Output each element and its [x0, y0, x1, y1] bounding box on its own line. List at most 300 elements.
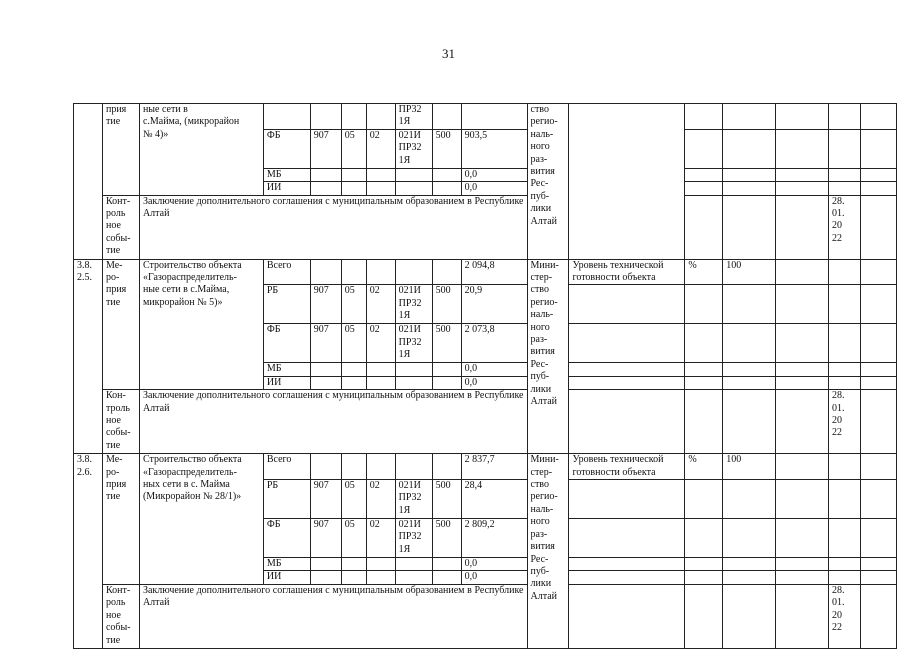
cell-line: 2.5.	[77, 272, 92, 284]
control-event-row	[74, 390, 897, 454]
cell-line: Конт-	[105, 584, 131, 596]
cell-line: Алтай	[530, 396, 557, 408]
table-cell	[432, 182, 461, 195]
cell-line: ство	[530, 479, 549, 491]
cell-line: ство	[530, 284, 549, 296]
cell-line: ное	[105, 609, 121, 621]
pr-cell: 02	[366, 129, 395, 168]
cell-line: ство	[530, 104, 549, 115]
item-number	[74, 454, 103, 649]
table-cell	[723, 285, 776, 324]
program-table	[73, 103, 897, 649]
kind-cell	[102, 584, 139, 648]
table-cell	[366, 558, 395, 571]
table-cell	[776, 195, 829, 259]
table-cell	[432, 376, 461, 389]
control-event-row	[74, 195, 897, 259]
cell-line: Строительство объекта	[142, 259, 242, 271]
cell-line: наль-	[530, 503, 554, 515]
cell-line: троль	[105, 402, 130, 414]
cell-line: наль-	[530, 309, 554, 321]
amount-cell: 2 837,7	[461, 454, 527, 480]
control-event-text: Заключение дополнительного соглашения с муниципальным образованием в Республике Алтай	[139, 390, 527, 454]
table-cell	[860, 182, 896, 195]
cell-line: тие	[105, 634, 121, 646]
table-cell	[341, 571, 366, 584]
cell-line: 021И	[398, 324, 421, 336]
cell-line: вития	[530, 346, 555, 358]
table-cell	[723, 195, 776, 259]
table-cell	[860, 571, 896, 584]
table-row	[74, 104, 897, 130]
cell-line: 021И	[398, 480, 421, 492]
cell-line: Ме-	[105, 454, 123, 466]
table-cell	[341, 558, 366, 571]
table-cell	[723, 519, 776, 558]
table-cell	[341, 376, 366, 389]
cell-line: 22	[832, 622, 843, 634]
date-cell	[829, 390, 861, 454]
table-cell	[829, 376, 861, 389]
table-cell	[723, 363, 776, 376]
cell-line: 1Я	[398, 116, 411, 128]
rz-cell: 05	[341, 285, 366, 324]
table-cell	[685, 104, 723, 130]
grbs-cell: 907	[310, 285, 341, 324]
table-cell	[310, 571, 341, 584]
responsible-cell	[527, 259, 569, 454]
table-cell	[395, 571, 432, 584]
cell-line: 22	[832, 427, 843, 439]
cell-line: 22	[832, 232, 843, 244]
table-cell	[776, 390, 829, 454]
vr-cell: 500	[432, 324, 461, 363]
cell-line: стер-	[530, 466, 553, 478]
table-cell	[432, 259, 461, 285]
table-cell	[569, 480, 685, 519]
cell-line: лики	[530, 578, 552, 590]
table-cell	[723, 584, 776, 648]
table-cell	[776, 129, 829, 168]
table-cell	[432, 363, 461, 376]
cell-line: регио-	[530, 491, 558, 503]
table-cell	[776, 363, 829, 376]
table-cell	[685, 182, 723, 195]
source-cell: РБ	[263, 480, 310, 519]
table-cell	[860, 285, 896, 324]
amount-cell: 0,0	[461, 376, 527, 389]
amount-cell: 20,9	[461, 285, 527, 324]
cell-line: собы-	[105, 622, 131, 634]
cell-line: 1Я	[398, 543, 411, 555]
table-cell	[310, 168, 341, 181]
table-cell	[829, 259, 861, 285]
table-cell	[341, 104, 366, 130]
table-cell	[829, 285, 861, 324]
pr-cell: 02	[366, 480, 395, 519]
table-cell	[860, 195, 896, 259]
table-cell	[569, 571, 685, 584]
control-event-text: Заключение дополнительного соглашения с муниципальным образованием в Республике Алтай	[139, 584, 527, 648]
table-cell	[776, 519, 829, 558]
grbs-cell: 907	[310, 324, 341, 363]
table-cell	[860, 363, 896, 376]
table-cell	[776, 454, 829, 480]
table-cell	[723, 129, 776, 168]
table-cell	[310, 259, 341, 285]
source-cell: ИИ	[263, 376, 310, 389]
table-cell	[569, 519, 685, 558]
cell-line: 28.	[832, 195, 845, 207]
control-event-text: Заключение дополнительного соглашения с муниципальным образованием в Республике Алтай	[139, 195, 527, 259]
table-cell	[395, 363, 432, 376]
csr-cell	[395, 324, 432, 363]
cell-line: «Газораспределитель-	[142, 272, 237, 284]
table-cell	[366, 104, 395, 130]
table-cell	[776, 558, 829, 571]
table-cell	[366, 454, 395, 480]
table-cell	[860, 558, 896, 571]
cell-line: наль-	[530, 128, 554, 140]
amount-cell: 903,5	[461, 129, 527, 168]
table-cell	[723, 324, 776, 363]
source-cell: Всего	[263, 259, 310, 285]
cell-line: ное	[105, 220, 121, 232]
table-cell	[723, 376, 776, 389]
cell-line: Алтай	[530, 215, 557, 227]
cell-line: ПР32	[398, 297, 422, 309]
table-cell	[685, 168, 723, 181]
table-cell	[569, 584, 685, 648]
source-cell: МБ	[263, 558, 310, 571]
cell-line: ПР32	[398, 336, 422, 348]
table-cell	[860, 480, 896, 519]
vr-cell: 500	[432, 285, 461, 324]
table-cell	[776, 324, 829, 363]
cell-line: Мини-	[530, 454, 559, 466]
target-value-cell: 100	[723, 259, 776, 285]
cell-line: ро-	[105, 272, 120, 284]
cell-line: собы-	[105, 427, 131, 439]
cell-line: ные сети в	[142, 104, 188, 115]
table-cell	[829, 324, 861, 363]
table-cell	[366, 376, 395, 389]
cell-line: 021И	[398, 285, 421, 297]
table-cell	[341, 182, 366, 195]
cell-line: микрорайон № 5)»	[142, 296, 223, 308]
table-cell	[569, 363, 685, 376]
table-cell	[685, 480, 723, 519]
cell-line: 2.6.	[77, 466, 92, 478]
table-cell	[860, 104, 896, 130]
amount-cell: 2 809,2	[461, 519, 527, 558]
table-cell	[723, 104, 776, 130]
date-cell	[829, 195, 861, 259]
cell-line: 01.	[832, 402, 845, 414]
table-cell	[341, 259, 366, 285]
name-cell	[139, 259, 263, 390]
cell-line: Рес-	[530, 553, 549, 565]
grbs-cell: 907	[310, 480, 341, 519]
amount-cell: 28,4	[461, 480, 527, 519]
source-cell: ФБ	[263, 324, 310, 363]
table-cell	[829, 129, 861, 168]
source-cell: ФБ	[263, 519, 310, 558]
table-cell	[685, 195, 723, 259]
pr-cell: 02	[366, 519, 395, 558]
cell-line: ПР32	[398, 142, 422, 154]
source-cell: ИИ	[263, 571, 310, 584]
vr-cell: 500	[432, 519, 461, 558]
cell-line: лики	[530, 203, 552, 215]
cell-line: вития	[530, 541, 555, 553]
cell-line: Мини-	[530, 259, 559, 271]
cell-line: с.Майма, (микрорайон	[142, 116, 240, 128]
responsible-cell	[527, 454, 569, 649]
table-cell	[569, 390, 685, 454]
table-cell	[569, 376, 685, 389]
cell-line: пуб-	[530, 371, 550, 383]
cell-line: ПР32	[398, 104, 422, 115]
table-cell	[685, 519, 723, 558]
cell-line: тие	[105, 491, 121, 503]
target-value-cell: 100	[723, 454, 776, 480]
responsible-cell	[527, 104, 569, 260]
table-cell	[432, 454, 461, 480]
source-cell: РБ	[263, 285, 310, 324]
cell-line: ного	[530, 141, 550, 153]
table-cell	[776, 584, 829, 648]
table-cell	[685, 390, 723, 454]
table-cell	[341, 454, 366, 480]
table-cell	[829, 182, 861, 195]
amount-cell: 0,0	[461, 571, 527, 584]
table-cell	[685, 363, 723, 376]
cell-line: 01.	[832, 597, 845, 609]
table-cell	[723, 182, 776, 195]
table-cell	[685, 285, 723, 324]
table-cell	[776, 376, 829, 389]
table-cell	[341, 168, 366, 181]
cell-line: Рес-	[530, 178, 549, 190]
table-cell	[310, 558, 341, 571]
table-cell	[395, 376, 432, 389]
table-cell	[829, 558, 861, 571]
table-body	[74, 104, 897, 649]
table-cell	[432, 558, 461, 571]
cell-line: пуб-	[530, 190, 550, 202]
cell-line: стер-	[530, 272, 553, 284]
table-cell	[685, 584, 723, 648]
indicator-cell	[569, 259, 685, 285]
cell-line: 20	[832, 609, 843, 621]
cell-line: лики	[530, 383, 552, 395]
table-cell	[723, 390, 776, 454]
indicator-cell	[569, 454, 685, 480]
cell-line: тие	[105, 245, 121, 257]
table-cell	[776, 104, 829, 130]
cell-line: Алтай	[530, 590, 557, 602]
table-cell	[776, 182, 829, 195]
cell-line: прия	[105, 284, 127, 296]
table-cell	[829, 519, 861, 558]
cell-line: ные сети в с.Майма,	[142, 284, 230, 296]
table-cell	[723, 571, 776, 584]
cell-line: 20	[832, 415, 843, 427]
table-cell	[685, 376, 723, 389]
grbs-cell: 907	[310, 129, 341, 168]
cell-line: ного	[530, 321, 550, 333]
source-cell: МБ	[263, 168, 310, 181]
table-cell	[776, 259, 829, 285]
table-cell	[860, 454, 896, 480]
name-cell	[139, 104, 263, 196]
table-cell	[776, 168, 829, 181]
vr-cell: 500	[432, 480, 461, 519]
pr-cell: 02	[366, 324, 395, 363]
table-cell	[685, 324, 723, 363]
cell-line: Строительство объекта	[142, 454, 242, 466]
table-cell	[685, 571, 723, 584]
cell-line: ного	[530, 516, 550, 528]
cell-line: ных сети в с. Майма	[142, 479, 230, 491]
amount-cell: 2 094,8	[461, 259, 527, 285]
table-row	[74, 454, 897, 480]
kind-cell	[102, 195, 139, 259]
cell-line: 1Я	[398, 154, 411, 166]
table-cell	[829, 571, 861, 584]
date-cell	[829, 584, 861, 648]
table-cell	[341, 363, 366, 376]
table-cell	[395, 259, 432, 285]
table-cell	[310, 104, 341, 130]
table-cell	[829, 454, 861, 480]
cell-line: тие	[105, 296, 121, 308]
table-cell	[310, 363, 341, 376]
amount-cell: 0,0	[461, 363, 527, 376]
table-cell	[723, 480, 776, 519]
amount-cell: 0,0	[461, 168, 527, 181]
cell-line: Ме-	[105, 259, 123, 271]
cell-line: ро-	[105, 466, 120, 478]
cell-line: пуб-	[530, 565, 550, 577]
kind-cell	[102, 390, 139, 454]
cell-line: Уровень технической	[572, 454, 664, 466]
cell-line: 28.	[832, 390, 845, 402]
table-cell	[723, 168, 776, 181]
table-cell	[395, 182, 432, 195]
control-event-row	[74, 584, 897, 648]
table-cell	[366, 571, 395, 584]
table-cell	[860, 376, 896, 389]
cell-line: тие	[105, 439, 121, 451]
table-cell	[366, 182, 395, 195]
vr-cell: 500	[432, 129, 461, 168]
name-cell	[139, 454, 263, 585]
rz-cell: 05	[341, 519, 366, 558]
cell-line: 1Я	[398, 310, 411, 322]
cell-line: № 4)»	[142, 128, 169, 140]
table-cell	[395, 454, 432, 480]
cell-line: 01.	[832, 208, 845, 220]
unit-cell: %	[685, 454, 723, 480]
rz-cell: 05	[341, 480, 366, 519]
table-cell	[860, 168, 896, 181]
cell-line: прия	[105, 479, 127, 491]
cell-line: вития	[530, 166, 555, 178]
table-cell	[829, 480, 861, 519]
cell-line: Рес-	[530, 358, 549, 370]
table-cell	[310, 376, 341, 389]
csr-cell	[395, 519, 432, 558]
cell-line: готовности объекта	[572, 466, 656, 478]
table-cell	[74, 104, 103, 260]
table-cell	[860, 519, 896, 558]
kind-cell	[102, 259, 139, 390]
table-cell	[860, 129, 896, 168]
table-cell	[395, 558, 432, 571]
table-cell	[395, 168, 432, 181]
cell-line: регио-	[530, 296, 558, 308]
table-cell	[432, 168, 461, 181]
table-cell	[569, 324, 685, 363]
table-cell	[860, 259, 896, 285]
table-cell	[860, 390, 896, 454]
table-cell	[685, 558, 723, 571]
amount-cell: 2 073,8	[461, 324, 527, 363]
cell-line: собы-	[105, 232, 131, 244]
grbs-cell: 907	[310, 519, 341, 558]
csr-cell	[395, 480, 432, 519]
table-cell	[461, 104, 527, 130]
rz-cell: 05	[341, 324, 366, 363]
source-cell: Всего	[263, 454, 310, 480]
kind-cell	[102, 454, 139, 585]
cell-line: ное	[105, 415, 121, 427]
cell-line: Конт-	[105, 195, 131, 207]
table-cell	[776, 285, 829, 324]
csr-cell	[395, 129, 432, 168]
cell-line: 3.8.	[77, 259, 92, 271]
table-cell	[366, 363, 395, 376]
cell-line: раз-	[530, 528, 548, 540]
cell-line: 1Я	[398, 504, 411, 516]
page-number: 31	[442, 46, 455, 61]
amount-cell: 0,0	[461, 182, 527, 195]
rz-cell: 05	[341, 129, 366, 168]
cell-line: 021И	[398, 519, 421, 531]
cell-line: ПР32	[398, 492, 422, 504]
pr-cell: 02	[366, 285, 395, 324]
table-cell	[829, 104, 861, 130]
cell-line: раз-	[530, 153, 548, 165]
table-cell	[310, 454, 341, 480]
table-cell	[776, 571, 829, 584]
table-cell	[432, 571, 461, 584]
cell-line: 1Я	[398, 349, 411, 361]
cell-line: роль	[105, 208, 126, 220]
cell-line: «Газораспределитель-	[142, 466, 237, 478]
source-cell: ИИ	[263, 182, 310, 195]
table-cell	[723, 558, 776, 571]
table-cell	[860, 324, 896, 363]
cell-line: регио-	[530, 116, 558, 128]
table-cell	[569, 104, 685, 260]
cell-line: роль	[105, 597, 126, 609]
cell-line: 28.	[832, 584, 845, 596]
table-cell	[829, 168, 861, 181]
item-number	[74, 259, 103, 454]
